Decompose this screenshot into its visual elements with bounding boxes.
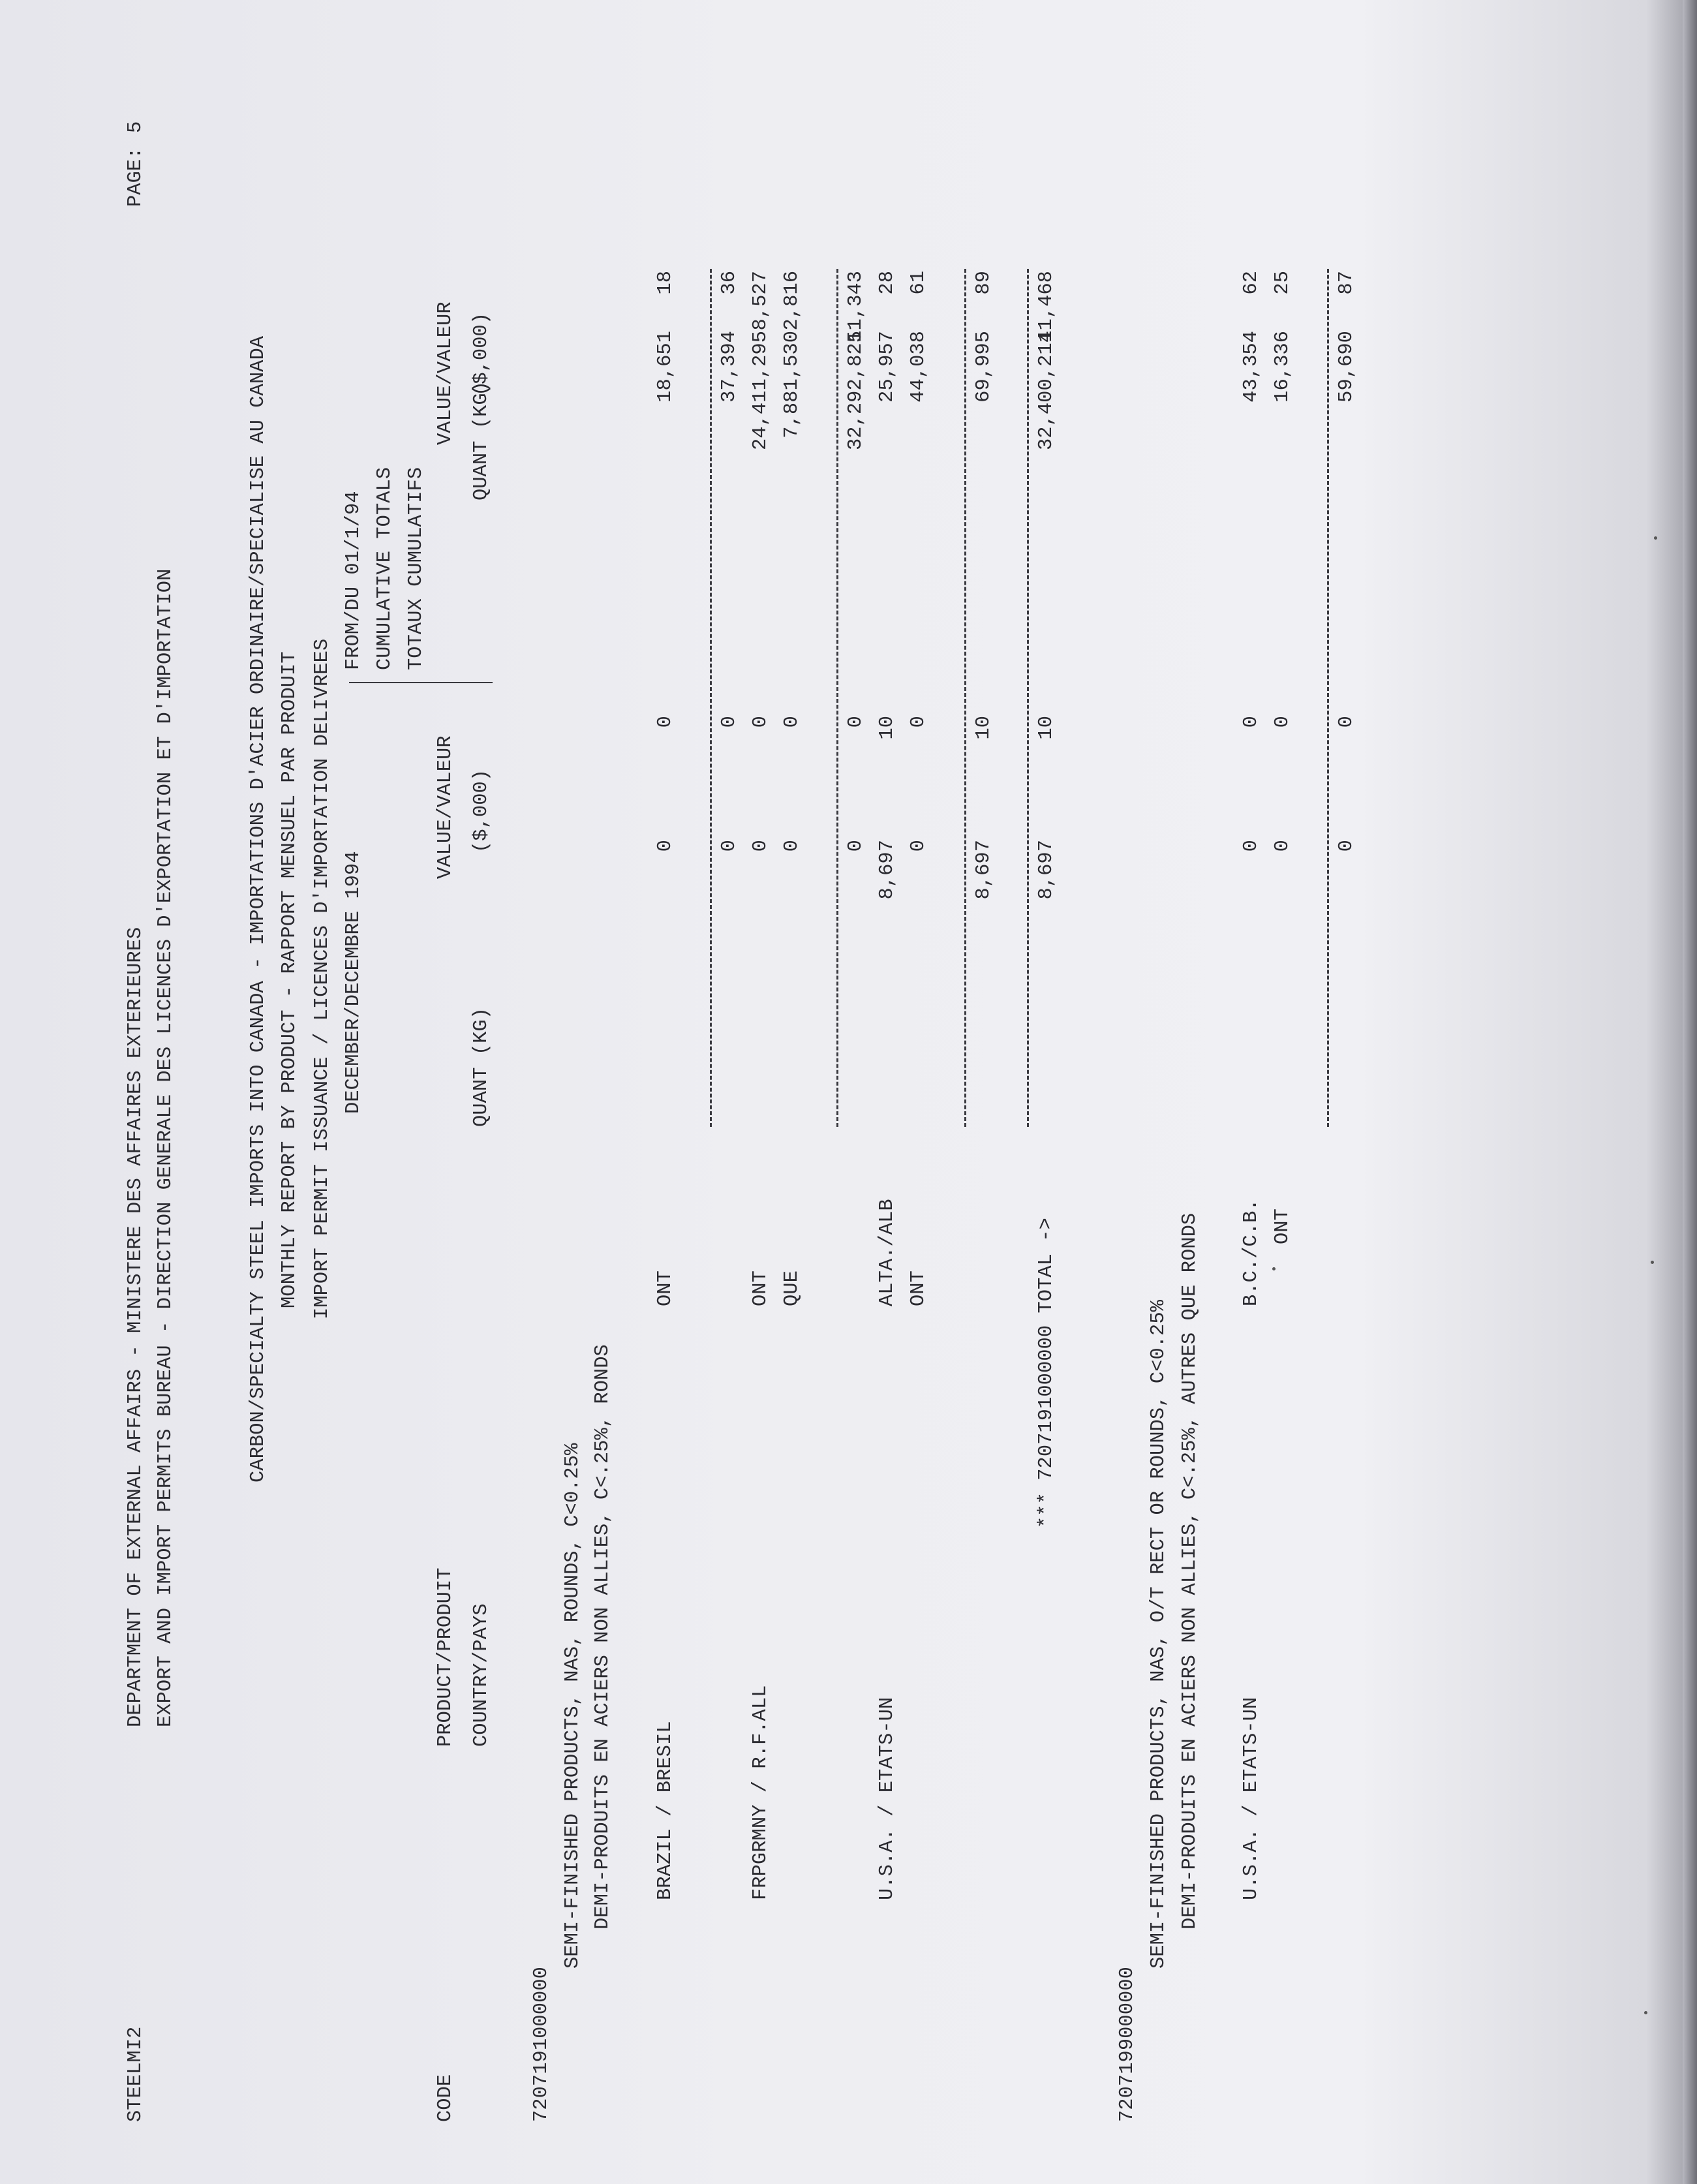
cumulative-value: 11,343 [845, 271, 867, 343]
country-header: COUNTRY/PAYS [470, 1603, 493, 1747]
province: QUE [781, 1270, 803, 1306]
section-description-en: SEMI-FINISHED PRODUCTS, NAS, O/T RECT OR ROUNDS, C<0.25% [1148, 1300, 1170, 1969]
province: ONT [908, 1270, 930, 1306]
dollar-value: 0 [654, 716, 677, 728]
subtotal-cumulative-quantity: 69,995 [973, 331, 995, 403]
country-name: U.S.A. / ETATS-UN [876, 1697, 898, 1900]
country-name: FRPGRMNY / R.F.ALL [750, 1685, 772, 1900]
value-header: VALUE/VALEUR [435, 735, 457, 879]
department-line-2: EXPORT AND IMPORT PERMITS BUREAU - DIRECTION GENERALE DES LICENCES D'EXPORTATION ET D'IMPORTATION [155, 568, 177, 1727]
cumulative-totals-en: CUMULATIVE TOTALS [374, 467, 396, 670]
report-id: STEELMI2 [125, 2026, 147, 2122]
total-quantity: 8,697 [1035, 840, 1058, 900]
quantity-value: 0 [718, 840, 741, 852]
department-line-1: DEPARTMENT OF EXTERNAL AFFAIRS - MINISTERE DES AFFAIRES EXTERIEURES [125, 927, 147, 1727]
province: ONT [750, 1270, 772, 1306]
dollar-value: 0 [1240, 716, 1262, 728]
scan-speck [1651, 1261, 1654, 1264]
cumulative-value: 61 [908, 271, 930, 295]
cumulative-value: 28 [876, 271, 898, 295]
province: ONT [1272, 1208, 1294, 1244]
quantity-value: 0 [845, 840, 867, 852]
scan-speck [1644, 2011, 1647, 2014]
section-code: 7207191000000 [530, 1967, 553, 2122]
subtotal-value: 0 [1336, 716, 1358, 728]
section-code: 7207199000000 [1116, 1967, 1139, 2122]
dollar-value: 10 [876, 716, 898, 740]
quantity-value: 0 [781, 840, 803, 852]
cumulative-quantity: 44,038 [908, 331, 930, 403]
cumulative-value-unit-header: ($,000) [470, 312, 493, 396]
dollar-value: 0 [845, 716, 867, 728]
subtotal-quantity: 8,697 [973, 840, 995, 900]
cumulative-value-header: VALUE/VALEUR [435, 301, 457, 445]
quantity-value: 0 [908, 840, 930, 852]
dollar-value: 0 [781, 716, 803, 728]
subtotal-cumulative-value: 89 [973, 271, 995, 295]
cumulative-value: 25 [1272, 271, 1294, 295]
section-description-fr: DEMI-PRODUITS EN ACIERS NON ALLIES, C<.25%, AUTRES QUE RONDS [1179, 1212, 1201, 1930]
quantity-header: QUANT (KG) [470, 1007, 493, 1127]
country-name: U.S.A. / ETATS-UN [1240, 1697, 1262, 1900]
cumulative-value: 2,816 [781, 271, 803, 331]
report-title-line-1: CARBON/SPECIALTY STEEL IMPORTS INTO CANADA - IMPORTATIONS D'ACIER ORDINAIRE/SPECIALISE AU CANADA [247, 335, 269, 1483]
cumulative-quantity: 43,354 [1240, 331, 1262, 403]
cumulative-quantity-header: QUANT (KG) [470, 380, 493, 500]
cumulative-quantity: 16,336 [1272, 331, 1294, 403]
subtotal-quantity: 0 [1336, 840, 1358, 852]
product-header: PRODUCT/PRODUIT [435, 1567, 457, 1747]
column-divider [349, 682, 493, 683]
total-separator [1027, 269, 1029, 1127]
scan-speck [1272, 1267, 1276, 1270]
quantity-value: 0 [654, 840, 677, 852]
total-value: 10 [1035, 716, 1058, 740]
quantity-value: 0 [750, 840, 772, 852]
subtotal-separator [964, 269, 966, 1127]
cumulative-quantity: 24,411,295 [750, 331, 772, 451]
cumulative-quantity: 37,394 [718, 331, 741, 403]
cumulative-from-date: FROM/DU 01/1/94 [343, 491, 365, 670]
province: ONT [654, 1270, 677, 1306]
subtotal-separator [836, 269, 838, 1127]
cumulative-quantity: 18,651 [654, 331, 677, 403]
section-description-fr: DEMI-PRODUITS EN ACIERS NON ALLIES, C<.25%, RONDS [592, 1344, 614, 1930]
quantity-value: 0 [1240, 840, 1262, 852]
dollar-value: 0 [750, 716, 772, 728]
cumulative-value: 18 [654, 271, 677, 295]
dollar-value: 0 [908, 716, 930, 728]
total-cumulative-value: 11,468 [1035, 271, 1058, 343]
section-description-en: SEMI-FINISHED PRODUCTS, NAS, ROUNDS, C<0.25% [562, 1443, 584, 1969]
dollar-value: 0 [718, 716, 741, 728]
cumulative-quantity: 32,292,825 [845, 331, 867, 451]
cumulative-quantity: 7,881,530 [781, 331, 803, 438]
code-header: CODE [435, 2074, 457, 2122]
report-title-line-3: IMPORT PERMIT ISSUANCE / LICENCES D'IMPORTATION DELIVREES [311, 638, 333, 1319]
page-label: PAGE: [125, 147, 147, 207]
cumulative-quantity: 25,957 [876, 331, 898, 403]
province: B.C./C.B. [1240, 1199, 1262, 1306]
subtotal-separator [710, 269, 712, 1127]
total-cumulative-quantity: 32,400,214 [1035, 331, 1058, 451]
province: ALTA./ALB [876, 1199, 898, 1306]
country-name: BRAZIL / BRESIL [654, 1721, 677, 1900]
cumulative-totals-fr: TOTAUX CUMULATIFS [405, 467, 427, 670]
section-total-label: *** 7207191000000 TOTAL -> [1035, 1218, 1058, 1528]
scan-speck [1654, 536, 1657, 540]
report-title-line-2: MONTHLY REPORT BY PRODUCT - RAPPORT MENSUEL PAR PRODUIT [279, 651, 301, 1308]
cumulative-value: 36 [718, 271, 741, 295]
cumulative-value: 62 [1240, 271, 1262, 295]
subtotal-separator [1327, 269, 1329, 1127]
page-number: 5 [125, 121, 147, 133]
report-period: DECEMBER/DECEMBRE 1994 [343, 851, 365, 1114]
subtotal-cumulative-quantity: 59,690 [1336, 331, 1358, 403]
subtotal-cumulative-value: 87 [1336, 271, 1358, 295]
quantity-value: 8,697 [876, 840, 898, 900]
value-unit-header: ($,000) [470, 769, 493, 853]
dollar-value: 0 [1272, 716, 1294, 728]
subtotal-value: 10 [973, 716, 995, 740]
quantity-value: 0 [1272, 840, 1294, 852]
cumulative-value: 8,527 [750, 271, 772, 331]
